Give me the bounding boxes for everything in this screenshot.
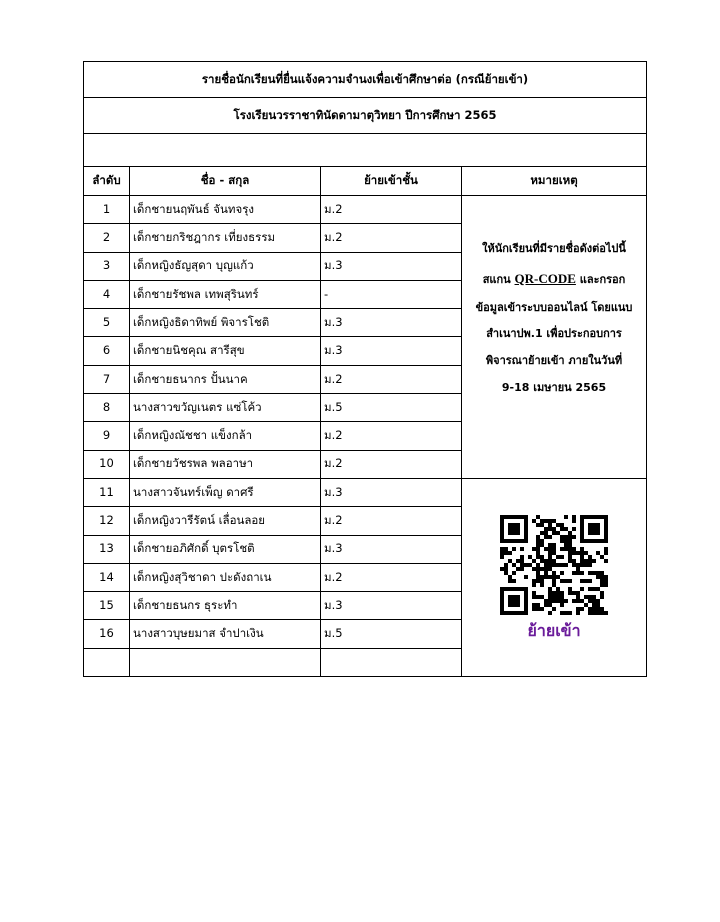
header-no: ลำดับ — [84, 167, 130, 196]
transfer-grade: ม.3 — [321, 252, 462, 280]
row-number: 5 — [84, 309, 130, 337]
row-number: 9 — [84, 422, 130, 450]
school-year-subtitle: โรงเรียนวรราชาทินัดดามาตุวิทยา ปีการศึกษา 2565 — [84, 98, 647, 134]
transfer-grade: - — [321, 280, 462, 308]
remark-line: 9-18 เมษายน 2565 — [501, 381, 607, 395]
row-number: 6 — [84, 337, 130, 365]
student-name: เด็กหญิงธิดาทิพย์ พิจารโชติ — [130, 309, 321, 337]
student-name: นางสาวบุษยมาส จำปาเงิน — [130, 620, 321, 648]
student-name: เด็กหญิงธัญสุดา บุญแก้ว — [130, 252, 321, 280]
row-number: 16 — [84, 620, 130, 648]
table-row — [84, 196, 647, 224]
student-name: นางสาวจันทร์เพ็ญ ดาศรี — [130, 478, 321, 506]
row-number: 4 — [84, 280, 130, 308]
qr-code-icon[interactable] — [500, 515, 608, 615]
row-number: 15 — [84, 592, 130, 620]
header-name: ชื่อ - สกุล — [130, 167, 321, 196]
transfer-grade: ม.3 — [321, 592, 462, 620]
student-name: เด็กชายธนกร ธุระทำ — [130, 592, 321, 620]
row-number: 11 — [84, 478, 130, 506]
row-number: 13 — [84, 535, 130, 563]
remark-instructions — [462, 196, 647, 479]
student-name: นางสาวขวัญเนตร แซ่โค้ว — [130, 394, 321, 422]
student-name: เด็กชายกริชฎากร เที่ยงธรรม — [130, 224, 321, 252]
transfer-grade: ม.2 — [321, 563, 462, 591]
transfer-grade: ม.2 — [321, 196, 462, 224]
row-number: 8 — [84, 394, 130, 422]
remark-line: ข้อมูลเข้าระบบออนไลน์ โดยแนบ — [475, 300, 633, 314]
row-number: 7 — [84, 365, 130, 393]
row-number: 12 — [84, 507, 130, 535]
student-transfer-table — [83, 61, 647, 677]
blank-row — [84, 134, 647, 167]
transfer-grade: ม.5 — [321, 394, 462, 422]
remark-line: สแกน QR-CODE และกรอก — [482, 270, 626, 286]
remark-line: ให้นักเรียนที่มีรายชื่อดังต่อไปนี้ — [482, 241, 626, 255]
transfer-grade: ม.5 — [321, 620, 462, 648]
student-name: เด็กชายวัชรพล พลอาษา — [130, 450, 321, 478]
transfer-grade: ม.3 — [321, 337, 462, 365]
row-number: 10 — [84, 450, 130, 478]
qr-code-section — [462, 478, 647, 676]
transfer-grade: ม.3 — [321, 478, 462, 506]
empty-cell — [321, 648, 462, 676]
student-name: เด็กหญิงสุวิชาดา ปะดังถาเน — [130, 563, 321, 591]
transfer-grade: ม.3 — [321, 309, 462, 337]
header-remark: หมายเหตุ — [462, 167, 647, 196]
table-row — [84, 478, 647, 506]
remark-line: พิจารณาย้ายเข้า ภายในวันที่ — [485, 354, 623, 368]
empty-cell — [84, 648, 130, 676]
transfer-grade: ม.3 — [321, 535, 462, 563]
row-number: 14 — [84, 563, 130, 591]
qr-caption: ย้ายเข้า — [527, 620, 581, 640]
transfer-grade: ม.2 — [321, 365, 462, 393]
transfer-grade: ม.2 — [321, 507, 462, 535]
student-name: เด็กชายนิชคุณ สารีสุข — [130, 337, 321, 365]
row-number: 3 — [84, 252, 130, 280]
transfer-grade: ม.2 — [321, 224, 462, 252]
student-name: เด็กหญิงวารีรัตน์ เลื่อนลอย — [130, 507, 321, 535]
empty-cell — [130, 648, 321, 676]
transfer-grade: ม.2 — [321, 422, 462, 450]
transfer-grade: ม.2 — [321, 450, 462, 478]
remark-line: สำเนาปพ.1 เพื่อประกอบการ — [486, 327, 622, 341]
student-name: เด็กชายธนากร ปั้นนาค — [130, 365, 321, 393]
student-name: เด็กชายรัชพล เทพสุรินทร์ — [130, 280, 321, 308]
student-name: เด็กชายอภิศักดิ์ บุตรโชติ — [130, 535, 321, 563]
row-number: 1 — [84, 196, 130, 224]
qr-code-text: QR-CODE — [514, 270, 576, 286]
student-name: เด็กชายนฤพันธ์ จันทจรุง — [130, 196, 321, 224]
row-number: 2 — [84, 224, 130, 252]
student-name: เด็กหญิงณัชชา แข็งกล้า — [130, 422, 321, 450]
document-title: รายชื่อนักเรียนที่ยื่นแจ้งความจำนงเพื่อเข้าศึกษาต่อ (กรณีย้ายเข้า) — [84, 62, 647, 98]
header-grade: ย้ายเข้าชั้น — [321, 167, 462, 196]
